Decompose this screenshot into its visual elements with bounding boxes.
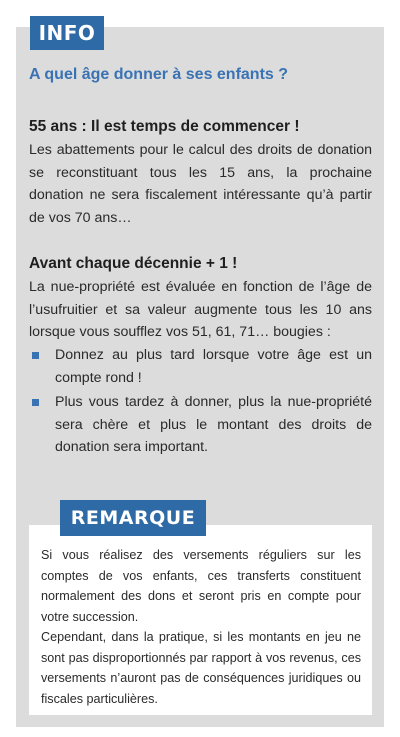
square-bullet-icon — [32, 352, 39, 359]
remark-paragraph-2: Cependant, dans la pratique, si les montants en jeu ne sont pas disproportionnés par rapport à vos revenus, ces versements n’auront pas de conséquences juridiques ou fiscales particulières. — [41, 630, 361, 706]
remark-paragraph-1: Si vous réalisez des versements réguliers sur les comptes de vos enfants, ces transferts constituent normalement des dons et seront pris en compte pour votre succession. — [41, 548, 361, 624]
remark-tag: REMARQUE — [60, 500, 206, 536]
list-item — [29, 344, 372, 389]
info-tag: INFO — [30, 16, 104, 50]
section2-heading: Avant chaque décennie + 1 ! — [29, 255, 238, 272]
section2-text: La nue-propriété est évaluée en fonction de l’âge de l’usufruitier et sa valeur augmente tous les 10 ans lorsque vous soufflez vos 51, 61, 71… bougies : — [29, 279, 372, 340]
list-item — [29, 391, 372, 459]
remark-box — [29, 525, 372, 715]
bullet-text: Plus vous tardez à donner, plus la nue-propriété sera chère et plus le montant des droits de donation sera important. — [55, 394, 372, 455]
bullet-text: Donnez au plus tard lorsque votre âge est un compte rond ! — [55, 347, 372, 386]
section1-text: Les abattements pour le calcul des droits de donation se reconstituant tous les 15 ans, la prochaine donation ne sera fiscalement intéressante qu’à partir de vos 70 ans… — [29, 142, 372, 226]
bullet-list — [29, 344, 372, 461]
page-title: A quel âge donner à ses enfants ? — [29, 66, 289, 83]
square-bullet-icon — [32, 399, 39, 406]
remark-text — [41, 545, 361, 709]
section1-heading: 55 ans : Il est temps de commencer ! — [29, 118, 300, 135]
